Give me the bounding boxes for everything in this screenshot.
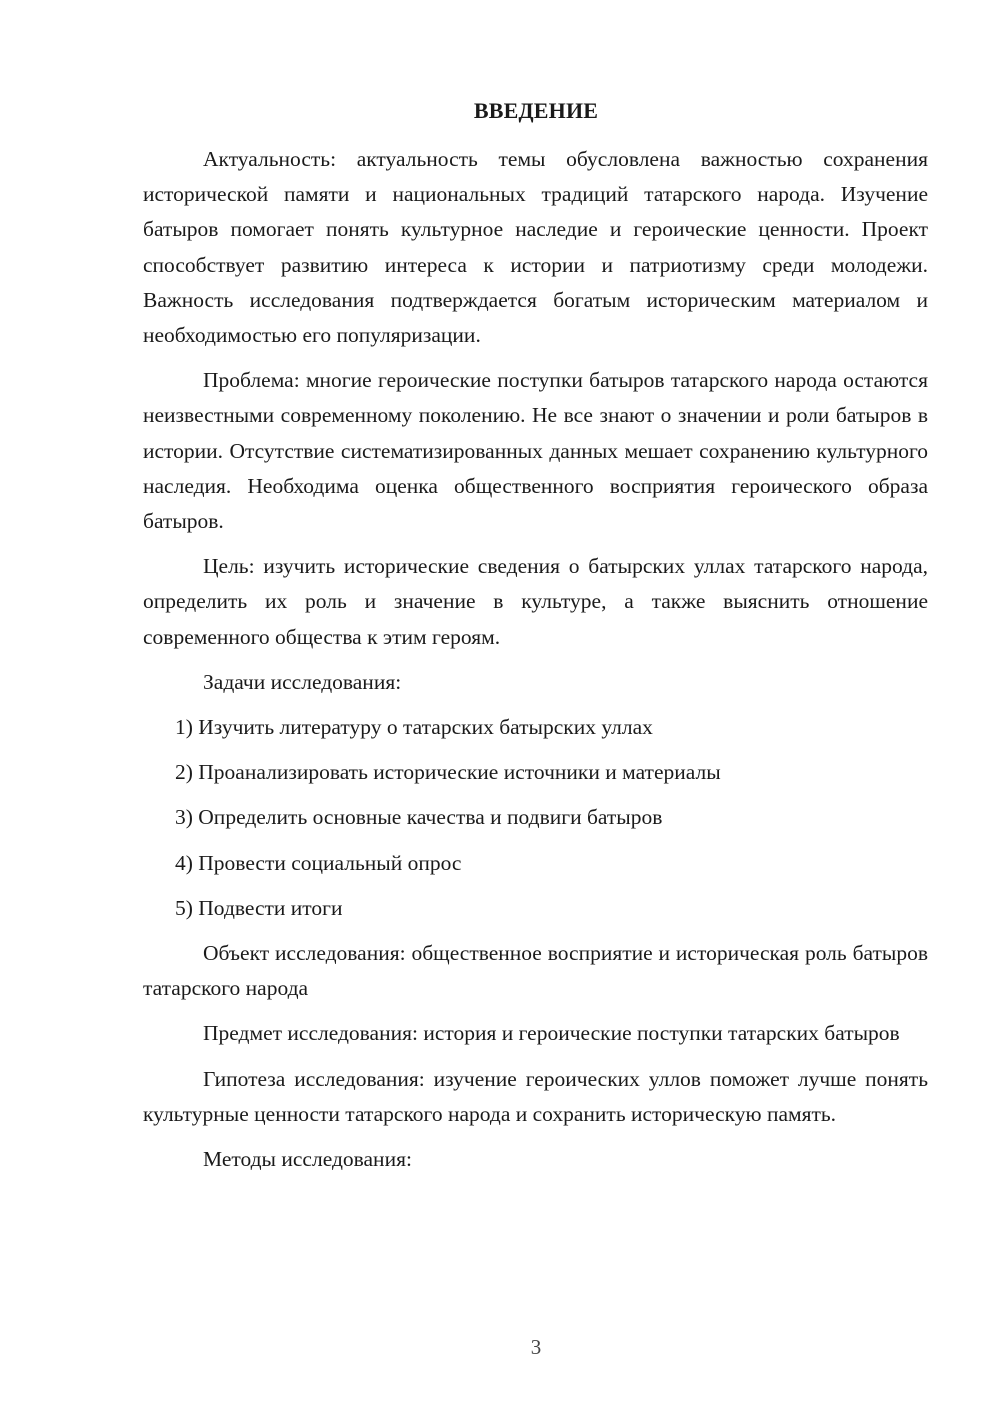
paragraph-object: Объект исследования: общественное восприятие и историческая роль батыров татарского народа	[143, 941, 928, 1001]
paragraph-goal: Цель: изучить исторические сведения о батырских уллах татарского народа, определить их роль и значение в культуре, а также выяснить отношение современного общества к этим героям.	[143, 554, 928, 649]
page-title: ВВЕДЕНИЕ	[473, 98, 599, 123]
methods-heading: Методы исследования:	[203, 1147, 412, 1172]
paragraph-subject: Предмет исследования: история и героические поступки татарских батыров	[203, 1021, 900, 1046]
paragraph-relevance: Актуальность: актуальность темы обусловлена важностью сохранения исторической памяти и национальных традиций татарского народа. Изучение батыров помогает понять культурное наследие и героические ценности. Проект способствует развитию интереса к истории и патриотизму среди молодежи. Важность исследования подтверждается богатым историческим материалом и необходимостью его популяризации.	[143, 147, 928, 348]
list-item: 5) Подвести итоги	[175, 895, 343, 920]
paragraph-hypothesis: Гипотеза исследования: изучение героических уллов поможет лучше понять культурные ценности татарского народа и сохранить историческую память.	[143, 1066, 928, 1126]
tasks-heading: Задачи исследования:	[203, 669, 402, 694]
tasks-list	[143, 710, 928, 926]
paragraph-problem: Проблема: многие героические поступки батыров татарского народа остаются неизвестными современному поколению. Не все знают о значении и роли батыров в истории. Отсутствие систематизированных данных мешает сохранению культурного наследия. Необходима оценка общественного восприятия героического образа батыров.	[143, 368, 928, 534]
list-item: 4) Провести социальный опрос	[175, 850, 462, 875]
document-body	[143, 142, 928, 1187]
list-item: 1) Изучить литературу о татарских батырских уллах	[175, 715, 653, 740]
page-number: 3	[530, 1335, 542, 1359]
list-item: 3) Определить основные качества и подвиги батыров	[175, 805, 663, 830]
list-item: 2) Проанализировать исторические источники и материалы	[175, 760, 721, 785]
